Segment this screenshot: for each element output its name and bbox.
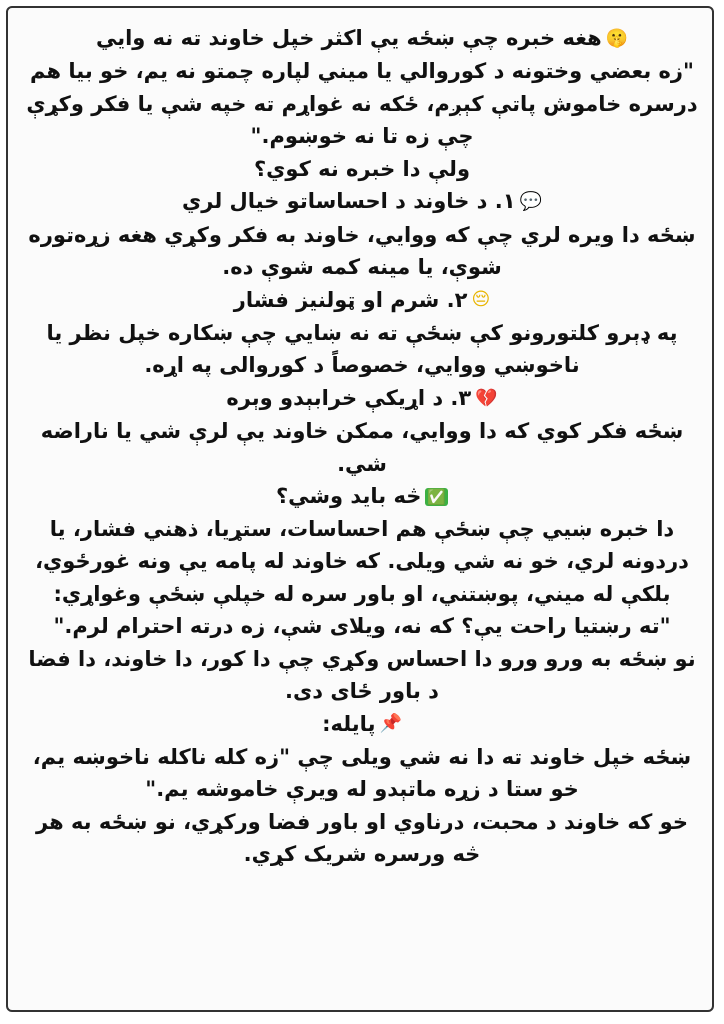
text-line-23: ښځه خپل خاوند ته دا نه شي ویلی چې "زه کله ناکله ناخوښه یم، [32, 744, 692, 769]
text-line-18: بلکې له میني، پوښتني، او باور سره له خپلې ښځې وغواړي: [53, 581, 671, 606]
text-line-24: خو ستا د زړه ماتېدو له ویرې خاموشه یم." [145, 777, 579, 802]
text-line-3: درسره خاموش پاتې کېږم، ځکه نه غواړم ته خپه شې یا فکر وکړې [26, 91, 698, 116]
check-mark-icon: ✅ [427, 488, 447, 506]
text-line-14: شي. [337, 451, 387, 476]
text-line-17: دردونه لري، خو نه شي ویلی. که خاوند له پامه یې ونه غورځوي، [35, 549, 689, 573]
section-heading-2: 😔٢. شرم او ټولنیز فشار [233, 287, 491, 312]
text-line-4: چې زه تا نه خوښوم." [250, 124, 474, 149]
text-line-16: دا خبره ښيي چې ښځې هم احساسات، ستړیا، ذهني فشار، یا [49, 516, 675, 541]
pushpin-icon: 📌 [379, 713, 402, 735]
post-text [22, 22, 702, 871]
text-line-11: ناخوښي ووایي، خصوصاً د کوروالی په اړه. [144, 353, 580, 378]
pensive-face-icon: 😔 [471, 289, 491, 311]
speech-bubble-icon: 💬 [519, 191, 542, 212]
text-line-7: ښځه دا ویره لري چې که ووايي، خاوند به فکر وکړي هغه زړه‌توره [28, 222, 696, 247]
text-line-20: نو ښځه به ورو ورو دا احساس وکړي چې دا کور، دا خاوند، دا فضا [28, 646, 696, 671]
text-line-10: په ډېرو کلتورونو کې ښځې ته نه ښايي چې ښکاره خپل نظر یا [46, 320, 678, 345]
text-line-2: "زه بعضي وختونه د کوروالي یا میني لپاره چمتو نه یم، خو بیا هم [30, 59, 694, 84]
broken-heart-icon: 💔 [475, 387, 498, 409]
question-heading: ولې دا خبره نه کوي؟ [254, 156, 470, 181]
text-line-1: 🤫هغه خبره چې ښځه یې اکثر خپل خاوند ته نه وایي [95, 26, 629, 50]
section-heading-3: 💔٣. د اړیکې خرابېدو وېره [226, 385, 498, 410]
shushing-face-icon: 🤫 [605, 27, 629, 49]
solution-heading: ✅څه باید وشي؟ [275, 484, 447, 508]
text-line-25: خو که خاوند د محبت، درناوي او باور فضا ورکړي، نو ښځه به هر [36, 809, 688, 834]
text-line-21: د باور ځای دی. [285, 679, 439, 703]
text-line-26: څه ورسره شریک کړي. [243, 842, 481, 867]
section-heading-1: 💬١. د خاوند د احساساتو خیال لري [182, 189, 542, 214]
text-line-19: "ته رښتیا راحت یې؟ که نه، ویلای شې، زه درته احترام لرم." [53, 614, 671, 638]
text-line-13: ښځه فکر کوي که دا ووایي، ممکن خاوند یې لرې شي یا ناراضه [40, 419, 684, 443]
text-line-8: شوې، یا مینه کمه شوې ده. [222, 255, 502, 279]
conclusion-heading: 📌پایله: [322, 711, 402, 736]
